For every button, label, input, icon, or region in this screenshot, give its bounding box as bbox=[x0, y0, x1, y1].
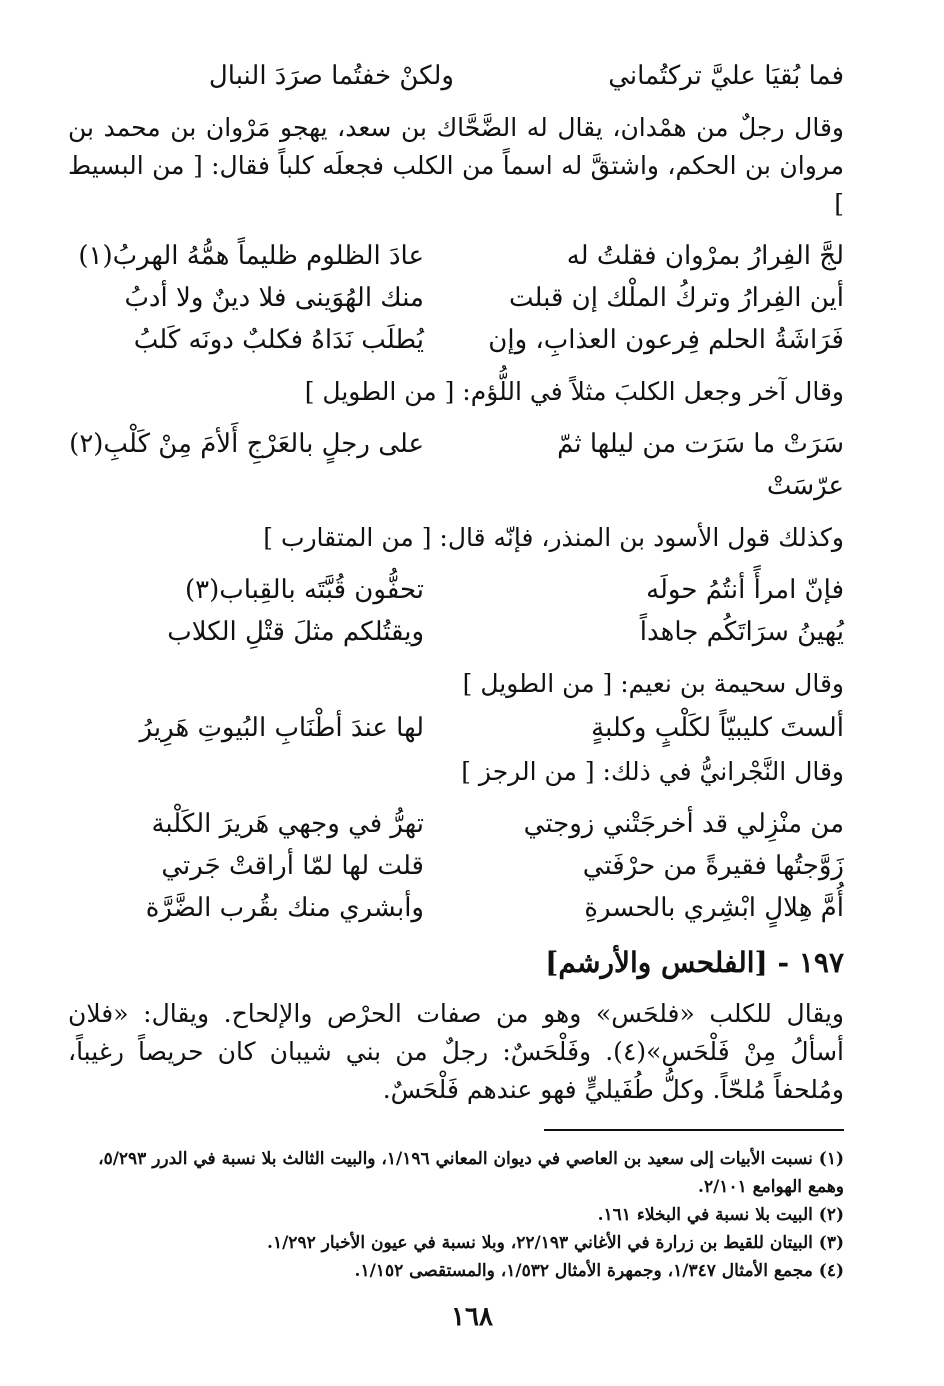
verse-line bbox=[68, 887, 844, 929]
stanza-4 bbox=[68, 707, 844, 749]
page-number: ١٦٨ bbox=[451, 1302, 493, 1332]
top-verse bbox=[68, 55, 844, 97]
verse-first-hemistich: زَوَّجتُها فقيرةً من حرْفَتي bbox=[582, 851, 844, 881]
verse-first-hemistich: من منْزِلي قد أخرجَتْني زوجتي bbox=[523, 809, 844, 839]
verse-second-hemistich: قلت لها لمّا أراقتْ جَرتي bbox=[161, 851, 424, 881]
verse-line bbox=[68, 707, 844, 749]
verse-second-hemistich: يُطلَب نَدَاهُ فكلبٌ دونَه كَلبُ bbox=[133, 325, 424, 355]
verse-first-hemistich: أُمَّ هِلالٍ ابْشِري بالحسرةِ bbox=[584, 893, 844, 923]
verse-first-hemistich: فما بُقيَا عليَّ تركتُماني bbox=[608, 61, 844, 91]
verse-line bbox=[68, 319, 844, 361]
verse-first-hemistich: فَرَاشَةُ الحلم فِرعون العذابِ، وإن bbox=[488, 325, 844, 355]
footnote: (٤) مجمع الأمثال ١/٣٤٧، وجمهرة الأمثال ١/٥٣٢، والمستقصى ١/١٥٢. bbox=[354, 1261, 844, 1281]
verse-first-hemistich: يُهينُ سرَاتَكُم جاهداً bbox=[639, 617, 844, 647]
verse-first-hemistich: ألستَ كليبيّاً لكَلْبٍ وكلبةٍ bbox=[591, 713, 844, 743]
paragraph-3: وكذلك قول الأسود بن المنذر، فإنّه قال: [ من المتقارب ] bbox=[263, 523, 844, 552]
verse-first-hemistich: فإنّ امرأً أنتُمُ حولَه bbox=[646, 575, 844, 605]
verse-first-hemistich: لجَّ الفِرارُ بمرْوان فقلتُ له bbox=[566, 241, 844, 271]
verse-line bbox=[68, 803, 844, 845]
paragraph-1: وقال رجلٌ من همْدان، يقال له الضَّحَّاك بن سعد، يهجو مَرْوان بن محمد بن مروان بن الحكم، واشتقَّ له اسماً من الكلب فجعلَه كلباً فقال: [ من البسيط ] bbox=[68, 113, 844, 218]
footnote: (٢) البيت بلا نسبة في البخلاء ١٦١. bbox=[597, 1205, 844, 1225]
verse-line bbox=[68, 277, 844, 319]
section-heading: ١٩٧ - [الفلحس والأرشم] bbox=[545, 946, 844, 979]
verse-line bbox=[68, 235, 844, 277]
verse-line bbox=[68, 55, 844, 97]
footnotes bbox=[68, 1145, 844, 1285]
stanza-5 bbox=[68, 803, 844, 929]
verse-second-hemistich: ويقتُلكم مثلَ قتْلِ الكلاب bbox=[167, 617, 424, 647]
verse-second-hemistich: منك الهُوَينى فلا دينٌ ولا أدبُ bbox=[124, 283, 424, 313]
verse-line bbox=[68, 845, 844, 887]
verse-second-hemistich: لها عندَ أطْنَابِ البُيوتِ هَرِيرُ bbox=[139, 713, 424, 743]
footnote-divider bbox=[544, 1129, 844, 1131]
footnote: (٣) البيتان للقيط بن زرارة في الأغاني ٢٢/١٩٣، وبلا نسبة في عيون الأخبار ١/٢٩٢. bbox=[267, 1233, 844, 1253]
verse-second-hemistich: على رجلٍ بالعَرْجِ أَلأمَ مِنْ كَلْبِ(٢) bbox=[69, 429, 424, 459]
stanza-3 bbox=[68, 569, 844, 653]
paragraph-2: وقال آخر وجعل الكلبَ مثلاً في اللُّؤم: [ من الطويل ] bbox=[304, 377, 844, 406]
stanza-1 bbox=[68, 235, 844, 361]
verse-line bbox=[68, 569, 844, 611]
verse-second-hemistich: عادَ الظلوم ظليماً همُّهُ الهربُ(١) bbox=[78, 241, 424, 271]
paragraph-5: وقال النَّجْرانيُّ في ذلك: [ من الرجز ] bbox=[461, 757, 844, 786]
footnote: (١) نسبت الأبيات إلى سعيد بن العاصي في ديوان المعاني ١/١٩٦، والبيت الثالث بلا نسبة في الدرر ٥/٢٩٣، وهمع الهوامع ٢/١٠١. bbox=[98, 1149, 844, 1197]
verse-line bbox=[68, 423, 844, 507]
verse-second-hemistich: ولكنْ خفتُما صرَدَ النبال bbox=[208, 61, 454, 91]
paragraph-6: ويقال للكلب «فلحَس» وهو من صفات الحرْص والإلحاح. ويقال: «فلان أسألُ مِنْ فَلْحَس»(٤). وفَلْحَسٌ: رجلٌ من بني شيبان كان حريصاً رغيباً، ومُلحفاً مُلحّاً. وكلُّ طُفَيليٍّ فهو عندهم فَلْحَسٌ. bbox=[68, 999, 844, 1104]
stanza-2 bbox=[68, 423, 844, 507]
verse-first-hemistich: سَرَتْ ما سَرَت من ليلها ثمّ عرّسَتْ bbox=[557, 429, 844, 501]
verse-first-hemistich: أين الفِرارُ وتركُ الملْك إن قبلت bbox=[509, 283, 844, 313]
verse-second-hemistich: وأبشري منك بقُرب الضَّرَّة bbox=[145, 893, 424, 923]
paragraph-4: وقال سحيمة بن نعيم: [ من الطويل ] bbox=[462, 669, 844, 698]
verse-second-hemistich: تهرُّ في وجهي هَريرَ الكَلْبة bbox=[151, 809, 424, 839]
verse-line bbox=[68, 611, 844, 653]
verse-second-hemistich: تحفُّون قُبَّتَه بالقِباب(٣) bbox=[184, 575, 424, 605]
